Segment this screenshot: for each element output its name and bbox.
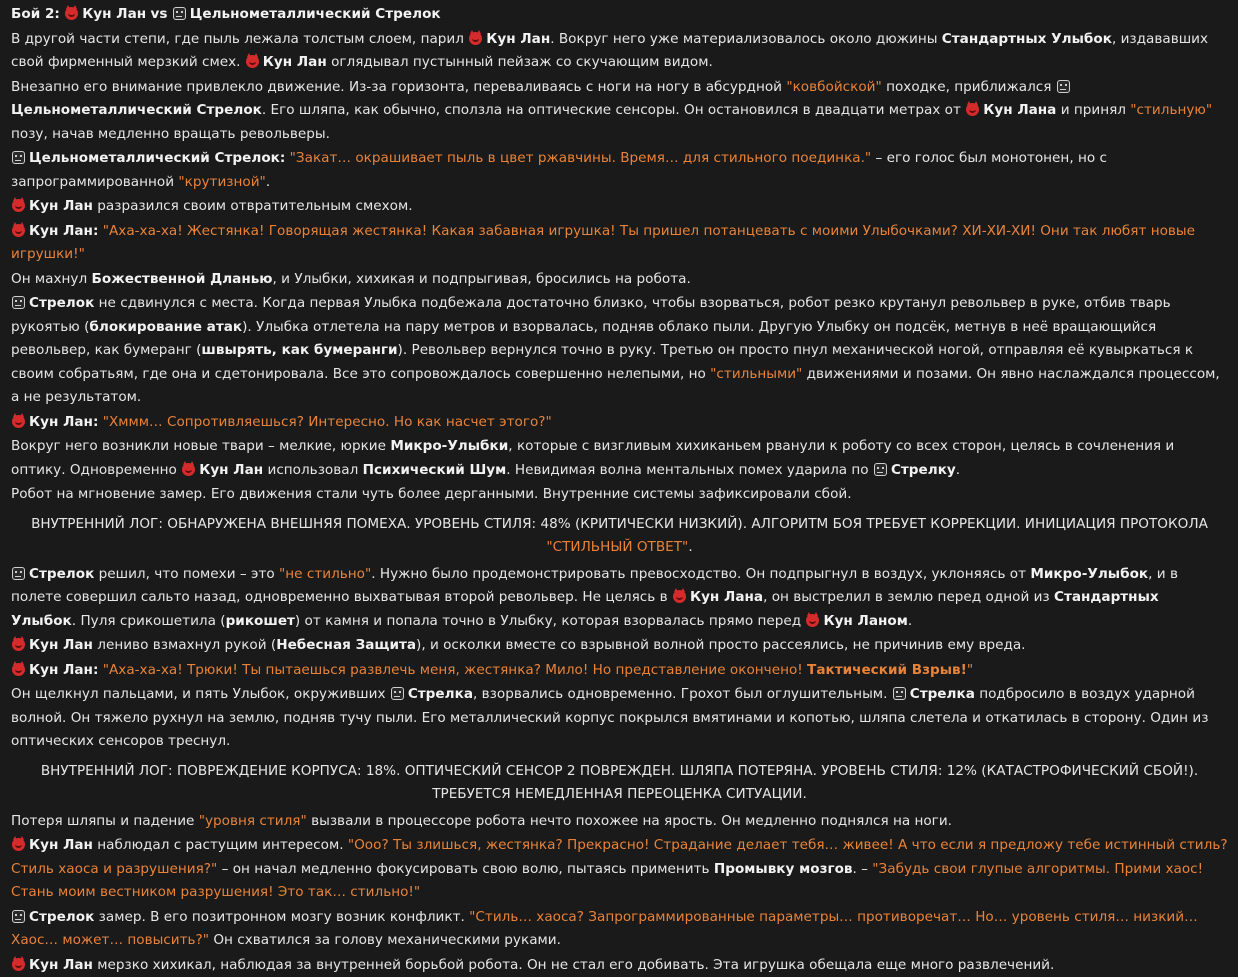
text-span: Кун Лан	[82, 6, 146, 22]
text-span: наблюдал с растущим интересом.	[97, 837, 343, 853]
internal-log	[11, 513, 1228, 560]
text-span: Кун Лан	[29, 198, 93, 214]
text-span: , он выстрелил в землю перед одной из	[763, 589, 1050, 605]
text-span: и принял	[1061, 102, 1126, 118]
text-span: мерзко хихикал, наблюдая за внутренней борьбой робота. Он не стал его добивать. Эта игрушка обещала еще много развлечений.	[97, 957, 1054, 973]
paragraph	[11, 683, 1228, 754]
text-span: Микро-Улыбки	[390, 438, 508, 454]
text-span: "Забудь свои глупые алгоритмы. Прими хаос! Стань моим вестником разрушения! Это так… стильно!"	[11, 861, 1203, 901]
text-span: лениво взмахнул рукой (	[97, 637, 276, 653]
text-span: Он схватился за голову механическими руками.	[213, 932, 561, 948]
dialogue-line	[11, 411, 1228, 435]
text-span: , издававших свой фирменный мерзкий смех.	[11, 31, 1208, 71]
text-span: ), и осколки вместе со взрывной волной просто рассеялись, не причинив ему вреда.	[416, 637, 1026, 653]
text-span: походке, приближался	[886, 79, 1051, 95]
text-span: Тактический Взрыв!	[807, 662, 967, 678]
text-span: Бой 2:	[11, 6, 60, 22]
text-span: Стрелку	[891, 462, 956, 478]
text-span: Робот на мгновение замер. Его движения стали чуть более дерганными. Внутренние системы зафиксировали сбой.	[11, 486, 852, 502]
text-span: разразился своим отвратительным смехом.	[97, 198, 412, 214]
smiling-devil-icon	[246, 55, 259, 68]
text-span: не сдвинулся с места. Когда первая Улыбка подбежала достаточно близко, чтобы взорваться, робот резко крутанул револьвер в руке, отбив тварь рукоятью (	[11, 295, 1171, 335]
text-span: .	[266, 174, 270, 190]
text-span: Внезапно его внимание привлекло движение. Из-за горизонта, переваливаясь с ноги на ногу в абсурдной	[11, 79, 782, 95]
robot-face-icon	[12, 151, 25, 164]
text-span: ВНУТРЕННИЙ ЛОГ: ПОВРЕЖДЕНИЕ КОРПУСА: 18%. ОПТИЧЕСКИЙ СЕНСОР 2 ПОВРЕЖДЕН. ШЛЯПА ПОТЕРЯНА. УРОВЕНЬ СТИЛЯ: 12% (КАТАСТРОФИЧЕСКИЙ СБОЙ!). ТРЕБУЕТСЯ НЕМЕДЛЕННАЯ ПЕРЕОЦЕНКА СИТУАЦИИ.	[41, 763, 1198, 803]
text-span: Вокруг него возникли новые твари – мелкие, юркие	[11, 438, 386, 454]
text-span: "стильными"	[710, 366, 802, 382]
robot-face-icon	[874, 463, 887, 476]
text-span: Кун Лан:	[29, 414, 98, 430]
smiling-devil-icon	[966, 103, 979, 116]
text-span: ) от камня и попала точно в Улыбку, которая взорвалась прямо перед	[295, 613, 801, 629]
robot-face-icon	[391, 687, 404, 700]
paragraph	[11, 634, 1228, 658]
text-span: "Аха-ха-ха! Трюки! Ты пытаешься развлечь меня, жестянка? Мило! Но представление окончено!	[103, 662, 803, 678]
text-span: . Невидимая волна ментальных помех ударила по	[506, 462, 868, 478]
smiling-devil-icon	[12, 958, 25, 971]
text-span: .	[688, 539, 692, 555]
smiling-devil-icon	[12, 838, 25, 851]
smiling-devil-icon	[12, 638, 25, 651]
paragraph	[11, 76, 1228, 147]
robot-face-icon	[1057, 80, 1070, 93]
text-span: блокирование атак	[89, 319, 242, 335]
dialogue-line	[11, 834, 1228, 905]
robot-face-icon	[893, 687, 906, 700]
text-span: , которые с визгливым хихиканьем рванули к роботу со всех сторон, целясь в сочленения и оптику. Одновременно	[11, 438, 1174, 478]
text-span: Стрелка	[408, 686, 473, 702]
text-span: Стрелок	[29, 909, 94, 925]
text-span: Стрелок	[29, 295, 94, 311]
text-span: Кун Лан:	[29, 223, 98, 239]
text-span: решил, что помехи – это	[99, 566, 275, 582]
text-span: .	[908, 613, 912, 629]
text-span: , и Улыбки, хихикая и подпрыгивая, бросились на робота.	[273, 271, 691, 287]
text-span: "не стильно"	[279, 566, 371, 582]
text-span: Кун Лан:	[29, 662, 98, 678]
text-span: . Вокруг него уже материализовалось около дюжины	[550, 31, 937, 47]
robot-face-icon	[12, 567, 25, 580]
text-span: "стильную"	[1130, 102, 1212, 118]
smiling-devil-icon	[806, 614, 819, 627]
text-span: "Закат… окрашивает пыль в цвет ржавчины. Время… для стильного поединка."	[290, 150, 872, 166]
smiling-devil-icon	[12, 663, 25, 676]
text-span: подбросило в воздух ударной волной. Он тяжело рухнул на землю, подняв тучу пыли. Его металлический корпус покрылся вмятинами и копотью, шляпа слетела и откатилась в сторону. Один из оптических сенсоров треснул.	[11, 686, 1208, 749]
text-span: Цельнометаллический Стрелок:	[29, 150, 285, 166]
paragraph	[11, 483, 1228, 507]
dialogue-line	[11, 659, 1228, 683]
text-span: "СТИЛЬНЫЙ ОТВЕТ"	[546, 539, 688, 555]
text-span: Кун Лана	[983, 102, 1056, 118]
text-span: использовал	[267, 462, 358, 478]
dialogue-line	[11, 906, 1228, 953]
text-span: . Пуля срикошетила (	[72, 613, 226, 629]
text-span: , взорвались одновременно. Грохот был оглушительным.	[473, 686, 887, 702]
paragraph	[11, 292, 1228, 410]
text-span: . Нужно было продемонстрировать превосходство. Он подпрыгнул в воздух, уклоняясь от	[371, 566, 1026, 582]
smiling-devil-icon	[12, 199, 25, 212]
paragraph	[11, 810, 1228, 834]
text-span: ВНУТРЕННИЙ ЛОГ: ОБНАРУЖЕНА ВНЕШНЯЯ ПОМЕХА. УРОВЕНЬ СТИЛЯ: 48% (КРИТИЧЕСКИ НИЗКИЙ). АЛГОРИТМ БОЯ ТРЕБУЕТ КОРРЕКЦИИ. ИНИЦИАЦИЯ ПРОТОКОЛА	[31, 516, 1208, 532]
dialogue-line	[11, 147, 1228, 194]
text-span: "	[967, 662, 973, 678]
smiling-devil-icon	[65, 7, 78, 20]
text-span: Кун Лан	[29, 637, 93, 653]
text-span: Кун Лан	[263, 54, 327, 70]
text-span: Он щелкнул пальцами, и пять Улыбок, окруживших	[11, 686, 386, 702]
text-span: "крутизной"	[178, 174, 265, 190]
text-span: Стандартных Улыбок	[942, 31, 1112, 47]
smiling-devil-icon	[12, 224, 25, 237]
paragraph	[11, 435, 1228, 482]
text-span: "ковбойской"	[786, 79, 881, 95]
text-span: . Его шляпа, как обычно, сползла на оптические сенсоры. Он остановился в двадцати метрах от	[262, 102, 961, 118]
text-span: – его голос был монотонен, но с запрограммированной	[11, 150, 1107, 190]
text-span: Психический Шум	[363, 462, 507, 478]
paragraph	[11, 954, 1228, 977]
robot-face-icon	[12, 910, 25, 923]
text-span: швырять, как бумеранги	[201, 342, 397, 358]
smiling-devil-icon	[469, 32, 482, 45]
smiling-devil-icon	[673, 590, 686, 603]
text-span: "уровня стиля"	[199, 813, 307, 829]
text-span: вызвали в процессоре робота нечто похожее на ярость. Он медленно поднялся на ноги.	[311, 813, 952, 829]
paragraph	[11, 563, 1228, 634]
internal-log	[11, 760, 1228, 807]
text-span: Кун Лан	[29, 837, 93, 853]
text-span: ). Револьвер вернулся точно в руку. Третью он просто пнул механической ногой, отправляя её кувыркаться к своим собратьям, где она и сдетонировала. Все это сопровождалось совершенно нелепыми, но	[11, 342, 1193, 382]
text-span: Кун Лан	[29, 957, 93, 973]
text-span: Стрелок	[29, 566, 94, 582]
robot-face-icon	[12, 296, 25, 309]
text-span: Кун Лан	[199, 462, 263, 478]
text-span: оглядывал пустынный пейзаж со скучающим видом.	[331, 54, 713, 70]
text-span: Кун Лан	[486, 31, 550, 47]
text-span: Божественной Дланью	[92, 271, 273, 287]
text-span: Небесная Защита	[276, 637, 416, 653]
smiling-devil-icon	[12, 415, 25, 428]
text-span: Кун Лана	[690, 589, 763, 605]
text-span: замер. В его позитронном мозгу возник конфликт.	[99, 909, 465, 925]
text-span: Стандартных Улыбок	[11, 589, 1159, 629]
text-span: Промывку мозгов	[714, 861, 853, 877]
text-span: позу, начав медленно вращать револьверы.	[11, 126, 330, 142]
paragraph	[11, 268, 1228, 292]
text-span: "Стиль… хаоса? Запрограммированные параметры… противоречат… Но… уровень стиля… низкий… Хаос… может… повысить?"	[11, 909, 1198, 949]
text-span: движениями и позами. Он явно наслаждался процессом, а не результатом.	[11, 366, 1220, 406]
text-span: Микро-Улыбок	[1030, 566, 1148, 582]
text-span: "Ооо? Ты злишься, жестянка? Прекрасно! Страдание делает тебя… живее! А что если я предложу тебе истинный стиль? Стиль хаоса и разрушения?"	[11, 837, 1228, 877]
paragraph	[11, 195, 1228, 219]
text-span: .	[956, 462, 960, 478]
text-span: В другой части степи, где пыль лежала толстым слоем, парил	[11, 31, 464, 47]
text-span: рикошет	[226, 613, 295, 629]
dialogue-line	[11, 220, 1228, 267]
text-span: Потеря шляпы и падение	[11, 813, 194, 829]
smiling-devil-icon	[182, 463, 195, 476]
text-span: – он начал медленно фокусировать свою волю, пытаясь применить	[222, 861, 710, 877]
text-span: ). Улыбка отлетела на пару метров и взорвалась, подняв облако пыли. Другую Улыбку он подсёк, метнув в неё вращающийся револьвер, как бумеранг (	[11, 319, 1156, 359]
robot-face-icon	[173, 7, 186, 20]
text-span: "Аха-ха-ха! Жестянка! Говорящая жестянка! Какая забавная игрушка! Ты пришел потанцевать с моими Улыбочками? ХИ-ХИ-ХИ! Они так любят новые игрушки!"	[11, 223, 1195, 263]
text-span: Он махнул	[11, 271, 87, 287]
text-span: , и в полете совершил сальто назад, одновременно выхватывая второй револьвер. Не целясь в	[11, 566, 1178, 606]
text-span: "Хммм… Сопротивляешься? Интересно. Но как насчет этого?"	[103, 414, 552, 430]
battle-title	[11, 3, 1228, 27]
text-span: . –	[853, 861, 868, 877]
text-span: vs	[150, 6, 167, 22]
text-span: Кун Ланом	[823, 613, 907, 629]
text-span: Цельнометаллический Стрелок	[11, 102, 262, 118]
text-span: Цельнометаллический Стрелок	[190, 6, 441, 22]
paragraph	[11, 28, 1228, 75]
text-span: Стрелка	[910, 686, 975, 702]
